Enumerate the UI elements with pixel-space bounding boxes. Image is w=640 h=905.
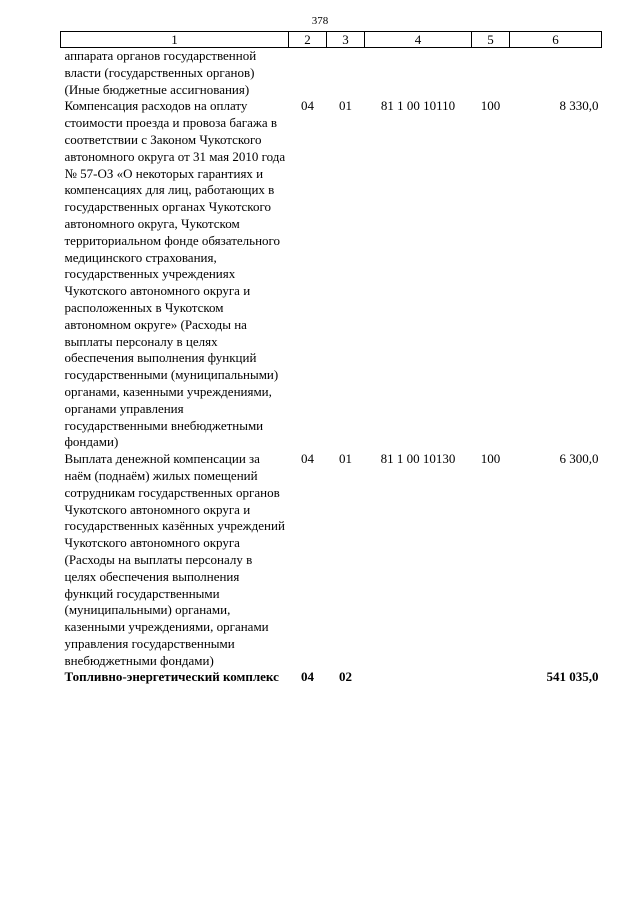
row-amount: 541 035,0	[546, 669, 599, 685]
row-name: Топливно-энергетический комплекс	[64, 669, 279, 685]
table-header-row	[61, 32, 602, 48]
row-target-code: 81 1 00 10130	[380, 451, 456, 467]
row-section: 04	[301, 669, 314, 685]
row-amount: 8 330,0	[559, 98, 599, 114]
header-col-5: 5	[472, 32, 510, 48]
table-row	[61, 48, 602, 99]
row-section	[289, 48, 327, 99]
row-name: аппарата органов государственной власти (государственных органов) (Иные бюджетные ассигнования)	[64, 48, 257, 97]
row-subsection: 01	[339, 451, 352, 467]
row-amount	[510, 48, 602, 99]
row-expense-type	[472, 48, 510, 99]
row-subsection: 02	[339, 669, 352, 685]
row-expense-type: 100	[480, 98, 501, 114]
row-amount: 6 300,0	[559, 451, 599, 467]
table-row-section-total	[61, 669, 602, 686]
row-name: Выплата денежной компенсации за наём (поднаём) жилых помещений сотрудникам государственных органов Чукотского автономного округа и государственных казённых учреждений Чукотского автономного округа (Расходы на выплаты персоналу в целях обеспечения выполнения функций государственными (муниципальными) органами, казенными учреждениями, органами управления государственными внебюджетными фондами)	[64, 451, 285, 668]
row-subsection: 01	[339, 98, 352, 114]
row-subsection	[327, 48, 365, 99]
row-section: 04	[301, 451, 314, 467]
header-col-4: 4	[365, 32, 472, 48]
table-row	[61, 98, 602, 451]
header-col-2: 2	[289, 32, 327, 48]
row-expense-type: 100	[480, 451, 501, 467]
row-target-code	[365, 48, 472, 99]
row-section: 04	[301, 98, 314, 114]
row-name: Компенсация расходов на оплату стоимости проезда и провоза багажа в соответствии с Законом Чукотского автономного округа от 31 мая 2010 года № 57-ОЗ «О некоторых гарантиях и компенсациях для лиц, работающих в государственных органах Чукотского автономного округа, Чукотском территориальном фонде обязательного медицинского страхования, государственных учреждениях Чукотского автономного округа и расположенных в Чукотском автономном округе» (Расходы на выплаты персоналу в целях обеспечения выполнения функций государственными (муниципальными) органами, казенными учреждениями, органами управления государственными внебюджетными фондами)	[64, 98, 286, 450]
row-target-code	[365, 669, 472, 686]
row-expense-type	[472, 669, 510, 686]
budget-table	[60, 31, 602, 686]
header-col-3: 3	[327, 32, 365, 48]
row-target-code: 81 1 00 10110	[380, 98, 456, 114]
header-col-1: 1	[61, 32, 289, 48]
table-row	[61, 451, 602, 669]
page-number: 378	[311, 15, 329, 27]
header-col-6: 6	[510, 32, 602, 48]
